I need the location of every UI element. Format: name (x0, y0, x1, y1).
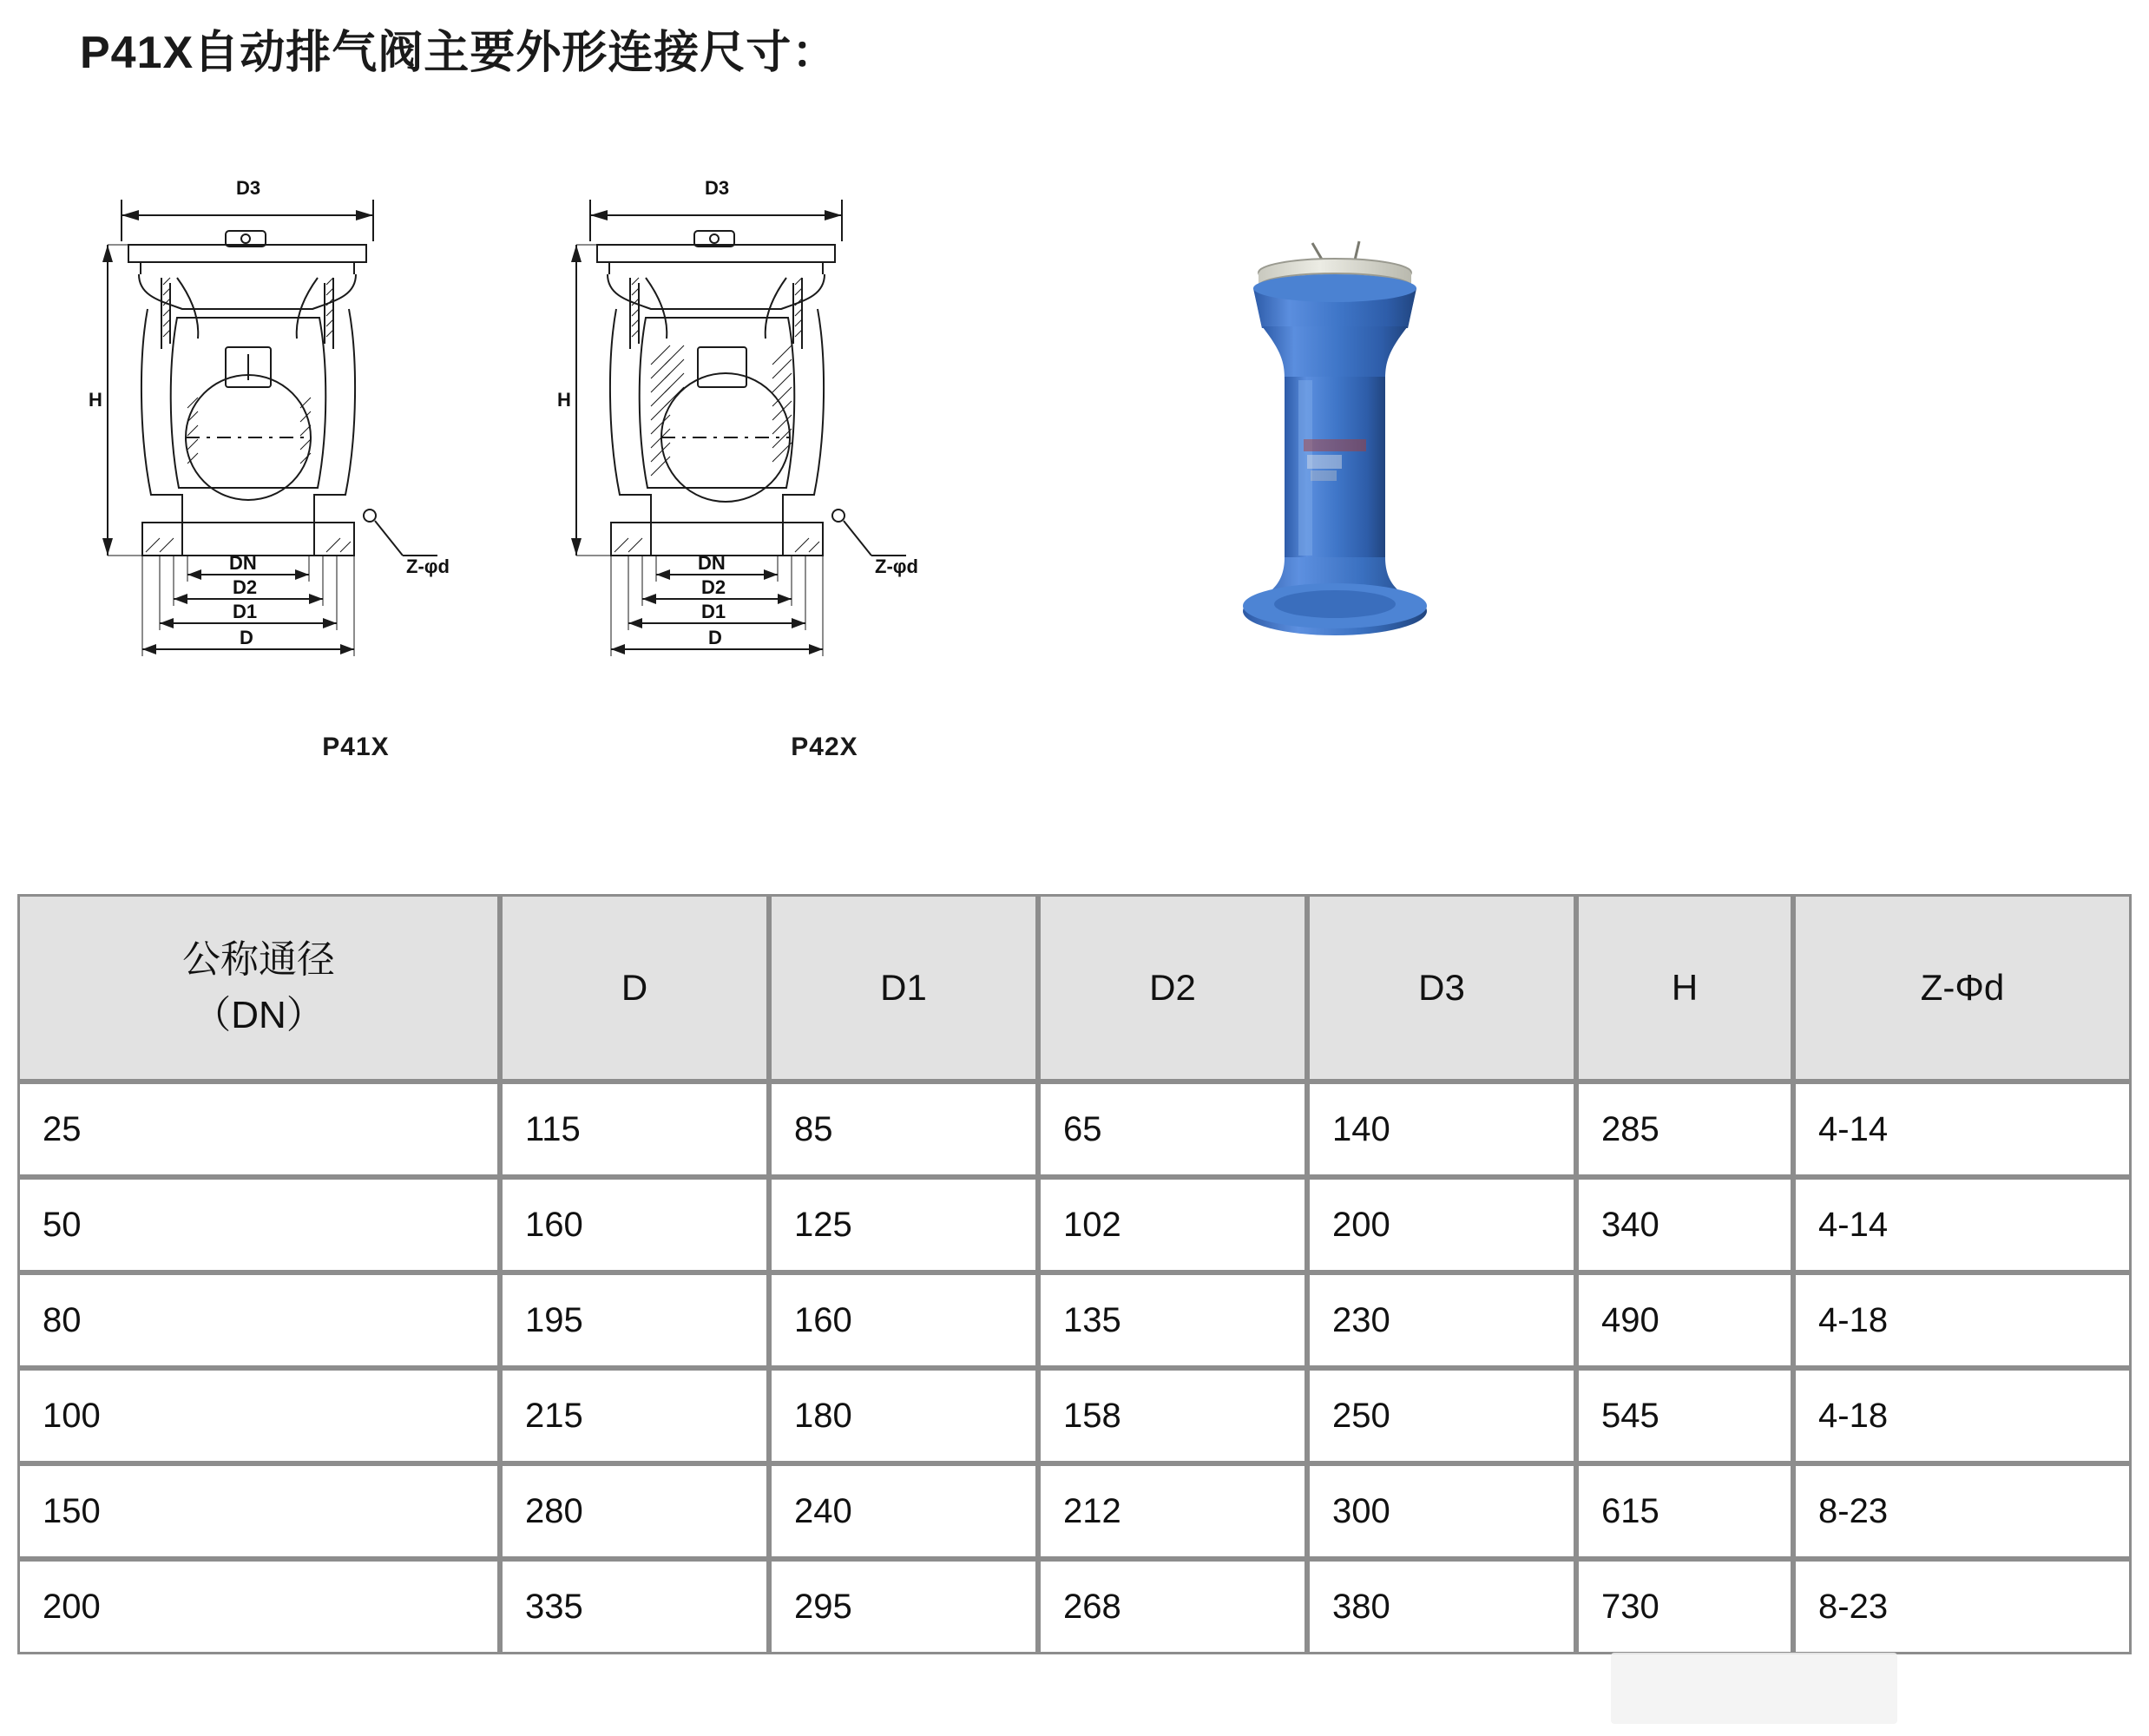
cell-z: 8-23 (1793, 1559, 2132, 1654)
cell-h: 490 (1576, 1272, 1793, 1368)
cell-h: 340 (1576, 1177, 1793, 1272)
cell-z: 8-23 (1793, 1463, 2132, 1559)
cell-d1: 240 (769, 1463, 1038, 1559)
label-d1: D1 (233, 601, 258, 622)
header-dn (17, 894, 500, 1082)
cell-d2: 268 (1038, 1559, 1307, 1654)
watermark-block (1611, 1653, 1897, 1724)
dimensions-table (17, 894, 2132, 1654)
label-d1: D1 (701, 601, 726, 622)
drawing-caption-p42x: P42X (791, 733, 858, 761)
cell-d: 160 (500, 1177, 769, 1272)
drawing-caption-p41x: P41X (322, 733, 390, 761)
cell-z: 4-18 (1793, 1368, 2132, 1463)
table-row (17, 1559, 2132, 1654)
cell-d3: 230 (1307, 1272, 1576, 1368)
cell-h: 285 (1576, 1082, 1793, 1177)
table-row (17, 1082, 2132, 1177)
cell-d: 280 (500, 1463, 769, 1559)
cell-d1: 160 (769, 1272, 1038, 1368)
cell-dn: 50 (17, 1177, 500, 1272)
blue-valve-illustration (1154, 234, 1519, 720)
label-h: H (89, 389, 102, 411)
cell-d2: 135 (1038, 1272, 1307, 1368)
cell-dn: 25 (17, 1082, 500, 1177)
label-d2: D2 (233, 576, 258, 598)
header-d2: D2 (1038, 894, 1307, 1082)
cell-d3: 140 (1307, 1082, 1576, 1177)
drawing-p42x (555, 148, 1094, 790)
table-row (17, 1368, 2132, 1463)
table-row (17, 1463, 2132, 1559)
header-z: Z-Φd (1793, 894, 2132, 1082)
header-dn-line1: 公称通径 (182, 938, 335, 982)
cell-dn: 80 (17, 1272, 500, 1368)
table-row (17, 1272, 2132, 1368)
cell-h: 545 (1576, 1368, 1793, 1463)
cell-d3: 380 (1307, 1559, 1576, 1654)
cell-d1: 125 (769, 1177, 1038, 1272)
cell-z: 4-14 (1793, 1177, 2132, 1272)
cell-dn: 150 (17, 1463, 500, 1559)
label-dn: DN (698, 552, 726, 574)
cell-h: 615 (1576, 1463, 1793, 1559)
label-h: H (557, 389, 571, 411)
cell-d3: 200 (1307, 1177, 1576, 1272)
cell-d2: 158 (1038, 1368, 1307, 1463)
page-title: P41X自动排气阀主要外形连接尺寸： (80, 28, 838, 78)
label-d3: D3 (705, 177, 730, 199)
header-dn-line2: （DN） (193, 994, 325, 1036)
cell-h: 730 (1576, 1559, 1793, 1654)
cell-d2: 65 (1038, 1082, 1307, 1177)
header-d: D (500, 894, 769, 1082)
cell-dn: 100 (17, 1368, 500, 1463)
header-d1: D1 (769, 894, 1038, 1082)
cell-d: 335 (500, 1559, 769, 1654)
dimensions-table-wrapper (17, 894, 2132, 1654)
header-d3: D3 (1307, 894, 1576, 1082)
cell-d: 115 (500, 1082, 769, 1177)
cell-d1: 85 (769, 1082, 1038, 1177)
label-d: D (240, 627, 253, 648)
label-d: D (708, 627, 722, 648)
cell-z: 4-18 (1793, 1272, 2132, 1368)
drawings-section (0, 130, 2149, 825)
cell-dn: 200 (17, 1559, 500, 1654)
table-row (17, 1177, 2132, 1272)
cell-z: 4-14 (1793, 1082, 2132, 1177)
label-d2: D2 (701, 576, 726, 598)
cell-d: 195 (500, 1272, 769, 1368)
cell-d2: 102 (1038, 1177, 1307, 1272)
label-z-phi-d: Z-φd (406, 556, 450, 577)
cell-d3: 250 (1307, 1368, 1576, 1463)
label-z-phi-d: Z-φd (875, 556, 918, 577)
cell-d3: 300 (1307, 1463, 1576, 1559)
label-d3: D3 (236, 177, 261, 199)
table-header-row (17, 894, 2132, 1082)
cell-d: 215 (500, 1368, 769, 1463)
drawing-p41x (87, 148, 625, 790)
product-photo (1154, 234, 1519, 720)
cell-d2: 212 (1038, 1463, 1307, 1559)
label-dn: DN (229, 552, 257, 574)
header-h: H (1576, 894, 1793, 1082)
cell-d1: 295 (769, 1559, 1038, 1654)
p41x-technical-drawing (87, 148, 625, 755)
p42x-technical-drawing (555, 148, 1094, 755)
cell-d1: 180 (769, 1368, 1038, 1463)
